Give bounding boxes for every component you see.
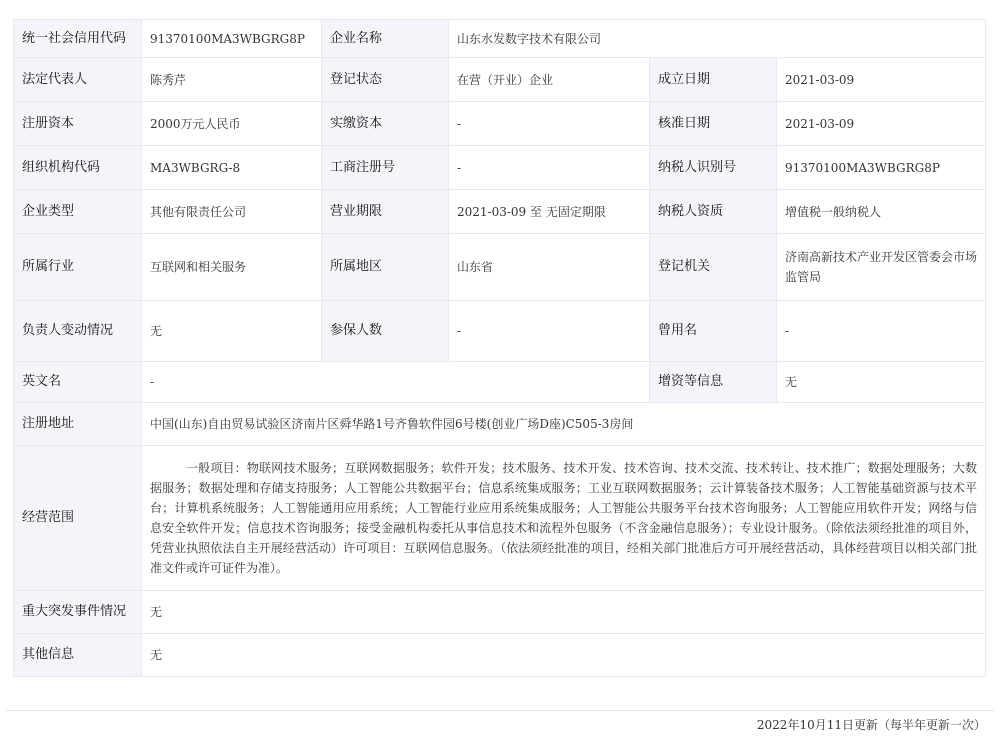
scope-value: 一般项目：物联网技术服务；互联网数据服务；软件开发；技术服务、技术开发、技术咨询、技术交流、技术转让、技术推广；数据处理服务；大数据服务；数据处理和存储支持服务；人工智能公共数据平台；信息系统集成服务；工业互联网数据服务；云计算装备技术服务；人工智能基础资源与技术平台；计算机系统服务；人工智能通用应用系统；人工智能行业应用系统集成服务；人工智能公共服务平台技术咨询服务；人工智能应用软件开发；网络与信息安全软件开发；信息技术咨询服务；接受金融机构委托从事信息技术和流程外包服务（不含金融信息服务）；专业设计服务。（除依法须经批准的项目外，凭营业执照依法自主开展经营活动）许可项目：互联网信息服务。（依法须经批准的项目，经相关部门批准后方可开展经营活动，具体经营项目以相关部门批准文件或许可证件为准）。 [142,446,986,591]
company-name-value: 山东水发数字技术有限公司 [449,20,986,58]
other-info-value: 无 [142,634,986,677]
company-type-label: 企业类型 [14,190,142,234]
company-info-table [13,19,986,677]
legal-rep-value: 陈秀芹 [142,58,322,102]
biz-reg-no-label: 工商注册号 [322,146,449,190]
english-name-label: 英文名 [14,362,142,403]
table-row [14,301,986,362]
insured-value: - [449,301,650,362]
footer-divider [6,710,994,711]
org-code-value: MA3WBGRG-8 [142,146,322,190]
company-type-value: 其他有限责任公司 [142,190,322,234]
table-row [14,190,986,234]
approved-date-value: 2021-03-09 [777,102,986,146]
taxpayer-qual-value: 增值税一般纳税人 [777,190,986,234]
company-name-label: 企业名称 [322,20,449,58]
reg-status-value: 在营（开业）企业 [449,58,650,102]
table-row [14,362,986,403]
reg-capital-value: 2000万元人民币 [142,102,322,146]
credit-code-value: 91370100MA3WBGRG8P [142,20,322,58]
biz-term-value: 2021-03-09 至 无固定期限 [449,190,650,234]
taxpayer-id-label: 纳税人识别号 [650,146,777,190]
reg-status-label: 登记状态 [322,58,449,102]
table-row [14,20,986,58]
approved-date-label: 核准日期 [650,102,777,146]
org-code-label: 组织机构代码 [14,146,142,190]
credit-code-label: 统一社会信用代码 [14,20,142,58]
reg-capital-label: 注册资本 [14,102,142,146]
paid-capital-label: 实缴资本 [322,102,449,146]
biz-reg-no-value: - [449,146,650,190]
taxpayer-id-value: 91370100MA3WBGRG8P [777,146,986,190]
former-name-label: 曾用名 [650,301,777,362]
founded-value: 2021-03-09 [777,58,986,102]
reg-authority-label: 登记机关 [650,234,777,301]
table-row [14,446,986,591]
industry-label: 所属行业 [14,234,142,301]
paid-capital-value: - [449,102,650,146]
table-row [14,591,986,634]
table-row [14,403,986,446]
scope-label: 经营范围 [14,446,142,591]
industry-value: 互联网和相关服务 [142,234,322,301]
capital-info-label: 增资等信息 [650,362,777,403]
principal-change-label: 负责人变动情况 [14,301,142,362]
legal-rep-label: 法定代表人 [14,58,142,102]
biz-term-label: 营业期限 [322,190,449,234]
emergency-label: 重大突发事件情况 [14,591,142,634]
region-value: 山东省 [449,234,650,301]
english-name-value: - [142,362,650,403]
taxpayer-qual-label: 纳税人资质 [650,190,777,234]
principal-change-value: 无 [142,301,322,362]
table-row [14,58,986,102]
table-row [14,634,986,677]
table-row [14,234,986,301]
capital-info-value: 无 [777,362,986,403]
table-row [14,102,986,146]
emergency-value: 无 [142,591,986,634]
reg-authority-value: 济南高新技术产业开发区管委会市场监管局 [777,234,986,301]
address-value: 中国(山东)自由贸易试验区济南片区舜华路1号齐鲁软件园6号楼(创业广场D座)C505-3房间 [142,403,986,446]
address-label: 注册地址 [14,403,142,446]
other-info-label: 其他信息 [14,634,142,677]
founded-label: 成立日期 [650,58,777,102]
table-row [14,146,986,190]
update-note: 2022年10月11日更新（每半年更新一次） [756,718,986,732]
insured-label: 参保人数 [322,301,449,362]
former-name-value: - [777,301,986,362]
region-label: 所属地区 [322,234,449,301]
